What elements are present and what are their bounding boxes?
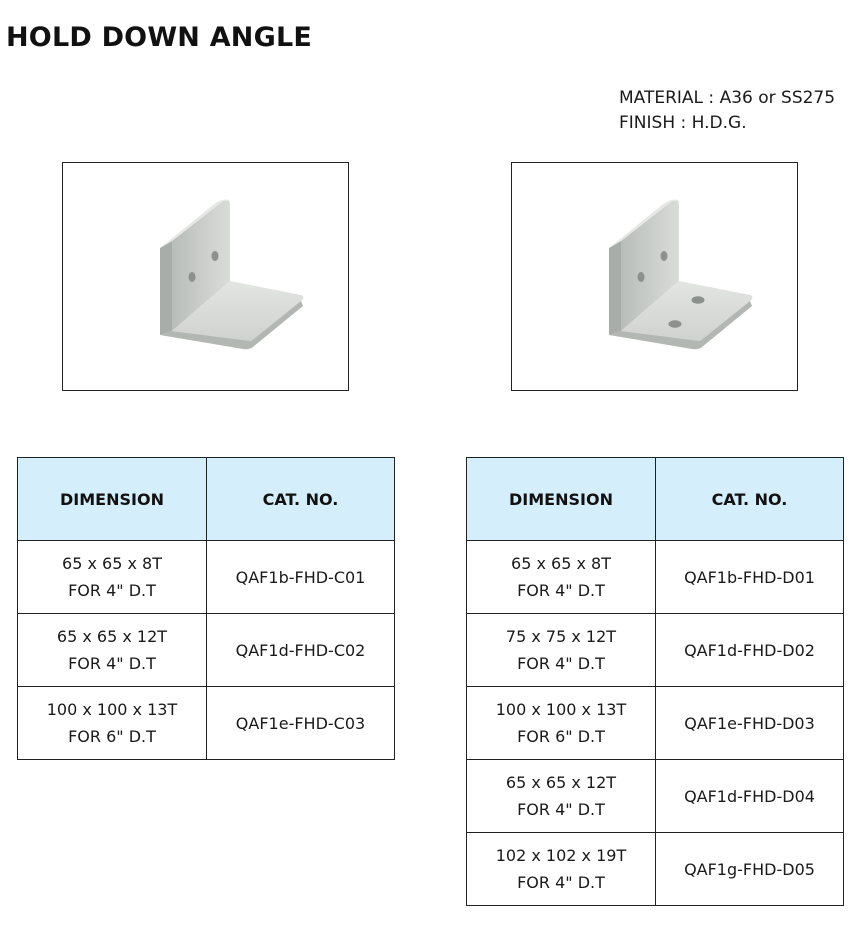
dimension-size: 75 x 75 x 12T xyxy=(505,627,617,646)
table-header-row xyxy=(467,458,844,541)
product-image-c-series xyxy=(62,162,349,391)
spec-block xyxy=(619,86,835,136)
cat-no-cell: QAF1d-FHD-D04 xyxy=(656,760,844,833)
dimension-cell xyxy=(467,614,656,687)
cat-no-cell: QAF1e-FHD-C03 xyxy=(207,687,395,760)
hole-icon xyxy=(661,251,668,261)
vertical-leg-edge xyxy=(160,241,172,335)
hole-icon xyxy=(638,272,645,282)
dimension-usage: FOR 4" D.T xyxy=(68,654,156,673)
cat-no-cell: QAF1d-FHD-D02 xyxy=(656,614,844,687)
dimension-size: 100 x 100 x 13T xyxy=(495,700,627,719)
table-row xyxy=(467,833,844,906)
angle-bracket-illustration xyxy=(63,163,348,390)
table-row xyxy=(18,614,395,687)
table-row xyxy=(467,541,844,614)
dimension-size: 102 x 102 x 19T xyxy=(495,846,627,865)
material-text: MATERIAL : A36 or SS275 xyxy=(619,88,836,108)
column-header-cat-no: CAT. NO. xyxy=(207,458,395,541)
table-header-row xyxy=(18,458,395,541)
table-row xyxy=(467,687,844,760)
column-header-dimension: DIMENSION xyxy=(467,458,656,541)
dimension-usage: FOR 4" D.T xyxy=(68,581,156,600)
cat-no-cell: QAF1b-FHD-D01 xyxy=(656,541,844,614)
dimension-usage: FOR 4" D.T xyxy=(517,581,605,600)
cat-no-cell: QAF1g-FHD-D05 xyxy=(656,833,844,906)
dimension-cell xyxy=(467,833,656,906)
dimension-usage: FOR 4" D.T xyxy=(517,873,605,892)
hole-icon xyxy=(189,272,196,282)
product-image-d-series xyxy=(511,162,798,391)
cat-no-cell: QAF1b-FHD-C01 xyxy=(207,541,395,614)
table-row xyxy=(467,614,844,687)
dimension-cell xyxy=(467,687,656,760)
dimension-size: 65 x 65 x 12T xyxy=(56,627,168,646)
table-row xyxy=(18,687,395,760)
catalog-table-c-series xyxy=(17,457,395,760)
dimension-size: 100 x 100 x 13T xyxy=(46,700,178,719)
cat-no-cell: QAF1d-FHD-C02 xyxy=(207,614,395,687)
hole-icon xyxy=(669,320,682,328)
dimension-size: 65 x 65 x 8T xyxy=(511,554,611,573)
dimension-cell xyxy=(18,541,207,614)
dimension-cell xyxy=(18,687,207,760)
table-row xyxy=(467,760,844,833)
dimension-size: 65 x 65 x 12T xyxy=(505,773,617,792)
finish-text: FINISH : H.D.G. xyxy=(619,113,747,133)
catalog-table-d-series xyxy=(466,457,844,906)
angle-bracket-illustration xyxy=(512,163,797,390)
vertical-leg-edge xyxy=(609,241,621,335)
dimension-usage: FOR 6" D.T xyxy=(68,727,156,746)
dimension-usage: FOR 4" D.T xyxy=(517,800,605,819)
cat-no-cell: QAF1e-FHD-D03 xyxy=(656,687,844,760)
hole-icon xyxy=(692,296,705,304)
dimension-usage: FOR 4" D.T xyxy=(517,654,605,673)
dimension-cell xyxy=(467,541,656,614)
dimension-cell xyxy=(467,760,656,833)
dimension-cell xyxy=(18,614,207,687)
page-title: HOLD DOWN ANGLE xyxy=(6,22,313,53)
table-row xyxy=(18,541,395,614)
column-header-dimension: DIMENSION xyxy=(18,458,207,541)
dimension-size: 65 x 65 x 8T xyxy=(62,554,162,573)
hole-icon xyxy=(212,251,219,261)
column-header-cat-no: CAT. NO. xyxy=(656,458,844,541)
dimension-usage: FOR 6" D.T xyxy=(517,727,605,746)
